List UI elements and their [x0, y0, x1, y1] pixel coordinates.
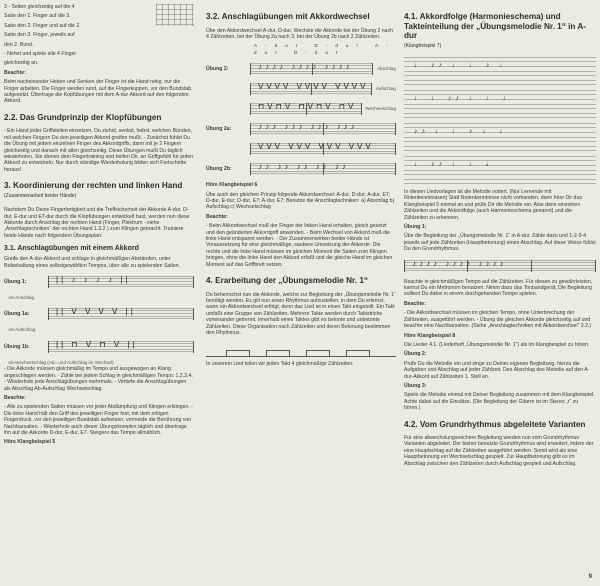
- note-title: Beachte:: [4, 69, 26, 76]
- section-text: Prüfe Du die Melodie ein und singe zu Deiner eigenen Begleitung, hierzu die Aufgaben und Abschlag auf jeder Zählzeit. Den Abschlag des Melodie auf den A-dur-Akkord auf Zählzeiten 1. Stell an.: [404, 360, 590, 380]
- exercise-title: Übung 2:: [404, 351, 427, 358]
- melody-staff: ♩ ♪♪ ♩ ♩ ♪ ♩: [404, 57, 596, 85]
- section-text: - Ein Hand jeder Griffstellen einsetzen. Du ziehst, senkst, hebst, welchen Bünden, mit welchen Fingern Du den jeweiligen Akkord greifen mußt. - Zunächst fühlst Du die Übung mit jedem einzelnen Finger des Akkordgriffs, dann mit je 2 Fingern gleichzeitig und danach mit allen gleichzeitig. Diese Übungen mußt Du täglich wiederholen. Sie dienen dem Fingertraining und helfen Dir, an Griffgefühl für jeden Akkord zu entwickeln. Nur durch ständige Wiederholung bilden sich Fortschritte heraus!: [4, 128, 194, 173]
- section-text: Spiele die Melodie einmal mit Deiner Begleitung zusammen mit dem Klangbeispiel. Achte dabei auf die Einsätze. (Die Begleitung der Gitarre ist im Stereo „r“ zu hören.): [404, 392, 595, 412]
- section-heading: [4, 181, 194, 201]
- section-text: Beachte in gleichmäßigen Tempo auf die Zählzeiten. Für diesen zu gewährleisten, kannst Du ein Metronom benutzen. Nimm dazu das Tonbandgerät; Die Begleitung solltest Du dabei in einem durchgehenden Tempo spielen.: [404, 278, 593, 298]
- section-subtitle: (Zusammenarbeit beider Hände): [4, 192, 77, 199]
- technique-label: Wechselschlag: [365, 105, 396, 111]
- section-text: - Die Akkorde müssen gleichmäßig im Tempo und ausgewogen an Klang angeschlagen werden. - Zähle bei jedem Schlag in gleichmäßigen Tempo: 1,2,3,4. - Wiederhole jede Anschlagübungen mehrmals. - Vertiefe die Anschlagübungen als Abschlag Ab-Aufschlag Wechselschlag.: [4, 366, 193, 392]
- exercise-title: Übung 3:: [404, 382, 427, 389]
- section-heading: [404, 12, 596, 51]
- music-staff: ♪♪♪♪ ♪♪♪♪ ♪♪♪♪: [250, 63, 373, 75]
- exercise-3-1: [404, 259, 596, 273]
- technique-label: Aufschlag: [375, 85, 396, 91]
- music-staff: VVVV VVVV VVVV: [250, 83, 372, 95]
- chord-diagram: [156, 4, 194, 26]
- exercise-2b: [206, 162, 396, 176]
- rhythm-diagram: [206, 342, 396, 357]
- exercise-label: Übung 2a:: [206, 125, 232, 132]
- exercise-label: Übung 2b:: [206, 165, 232, 172]
- melody-staff: ♪♪ ♩ ♩ ♪ ♩ ♩: [404, 123, 596, 151]
- intro-line: gleichzeitig an.: [4, 60, 39, 67]
- section-title: 3. Koordinierung der rechten und linken Hand: [4, 181, 183, 191]
- section-title: 4.1. Akkordfolge (Harmonieschema) und Takteinteilung der „Übungsmelodie Nr. 1“ in A-dur: [404, 12, 586, 40]
- melody-staff: ♩ ♩ ♪♪ ♩ ♩ ♩: [404, 90, 596, 118]
- melody-staff: ♩ ♪♪ ♩ ♩ 𝅗𝅥: [404, 156, 596, 184]
- section-heading: 3.2. Anschlagübungen mit Akkordwechsel: [206, 12, 370, 21]
- section-subtitle: (Klangbeispiel 7): [404, 42, 442, 49]
- section-text: Nachdem Du Deine Fingerfertigkeit und die Treffsicherheit der Akkorde A-dur, D-dur, E-dur und E7-dur durch die Klopfübungen entwickelt hast, werden nun diese Akkorde durch Anschlag der rechten Hand (Finger, Plektrum - siehe „Anschlagtechniken“ der rechten Hand 1.3.2.) zum Klingen gebracht. Trainiere beide Hände nach folgendem Übungsplan:: [4, 207, 190, 239]
- page-number: 9: [588, 574, 592, 580]
- note-title: Beachte:: [4, 394, 26, 401]
- exercise-label: Übung 1b:: [4, 343, 30, 350]
- exercise-note: Ab-Anschlag: [8, 295, 35, 301]
- note-text: Beim nacheinander Heben und Senken der Finger ist die Hand ruhig, nur die Finger arbeiten. Die Finger werden rund, auf die Fingerkuppen, vor den Bundstab aufgesetzt. Übertrage die Kopfübungen mit dem A-dur Akkord auf den folgenden Akkord.: [4, 79, 192, 105]
- section-text: Für eine abwechslungsreichere Begleitung werden nun vom Grundrhythmus Varianten abgeleitet. Der bisher benutzte Grundrhythmus wird erweitert, indem der eine Hauptschlag auf die Zählzeiten ausgeführt werden. Somit wird als eine Hauptbetonung ein Wechselschlag gespielt. Zur Hauptbetonung gibt es im Abschlag zwischen den Zählzeiten durch Aufschlag gespielt und Aufschlag.: [404, 435, 594, 467]
- section-heading: 4.2. Vom Grundrhythmus abgeleitete Varianten: [404, 419, 586, 429]
- section-text: Du beherrschst nun die Akkorde, welche zur Begleitung der „Übungsmelodie Nr. 1“ benötigt werden. Es gilt nun einen Rhythmus aufzustellen, in dem Du erlernst, wann ein Akkordwechsel erfolgt, denn das Lied ist in einen Takt eingeteilt. Ein Takt umfaßt eine Gruppe von Zählzeiten. Mehrere Takte werden durch Taktstriche voneinander getrennt. Innerhalb eines Taktes gibt es betonte und unbetonte Zählzeiten. Diese Organisation nach Zählzeiten und deren Betonung bestimmen den Rhythmus.: [206, 291, 396, 336]
- column-left: [4, 4, 194, 449]
- audio-reference: Hörs Klangbeispiel 5: [4, 439, 56, 446]
- intro-line: Saite den 3. Finger, jeweils auf: [4, 32, 75, 39]
- note-title: Beachte:: [206, 213, 228, 220]
- section-text: Greife den A-dur-Akkord und schlage in gleichmäßigen Abständen, unter Beibehaltung eines selbstgewählten Tempos, über alle zu spielenden Saiten.: [4, 256, 181, 269]
- music-staff: ♪♪♪ ♪♪♪ ♪♪♪ ♪♪♪: [250, 123, 396, 135]
- exercise-2: [206, 62, 396, 76]
- exercise-1a: [4, 307, 194, 321]
- section-text: In diesen Liedvorlagen ist die Melodie notiert. (Nur Lernende mit Notenkenntnissen) Statt Notenkenntnisse nicht vorhanden, dann höre Dir das Klangbeispiel 5 einmal an und prüfe Dir die Melodie ein. Also dann einzelnen Zählzeiten und die Akkordfolge (auch Harmonieschema genannt) und die Zählzeiten zu erkennen.: [404, 189, 582, 221]
- exercise-label: Übung 2:: [206, 65, 229, 72]
- music-staff: || ⊓ V ⊓ V ||: [48, 341, 194, 353]
- music-staff: VVV VVV VVV VVV: [250, 143, 396, 155]
- exercise-1b: [4, 340, 194, 354]
- intro-line: Saite den 2. Finger und auf die 2.: [4, 22, 81, 29]
- audio-reference: Höre Klangbeispiel 6: [206, 182, 258, 189]
- technique-label: Abschlag: [377, 65, 396, 71]
- exercise-label: Übung 1:: [4, 278, 27, 285]
- music-staff: || ♪ ♪ ♪ ♪ ||: [48, 276, 194, 288]
- note-title: Beachte:: [404, 300, 426, 307]
- chord-row: A-dur D-dur A-dur D-dur: [254, 43, 396, 55]
- audio-reference: Höre Klangbeispiel 8: [404, 332, 456, 339]
- exercise-label: Übung 1a:: [4, 311, 30, 318]
- music-staff: ♪♪♪♪ ♪♪♪♪ ♪♪♪♪: [404, 260, 596, 272]
- exercise-note: Ab-Aufschlag: [8, 327, 36, 333]
- exercise-2a-up: [206, 142, 396, 156]
- music-staff: ⊓V⊓V ⊓V⊓V ⊓V: [250, 103, 361, 115]
- section-text: Die Lieder 4.1. (Liederheft „Übungsmelodie Nr. 1“) als im Klangbeispiel zu hören.: [404, 341, 590, 348]
- section-heading: 4. Erarbeitung der „Übungsmelodie Nr. 1“: [206, 276, 368, 285]
- exercise-2-alt: [206, 102, 396, 116]
- section-text: Übe den Akkordwechsel A-dur, D-dur. Wechsle die Akkorde bei der Übung 2 nach 4 Zählzeiten, bei der Übung 2a nach 3, bei der Übung 2b nach 2 Zählzeiten.: [206, 27, 394, 40]
- note-text: - Beim Akkordwechsel muß der Finger der linken Hand erhalten, gleich gesetzt und den geänderten Akkordgriff anwenden. - Beim Wechsel von Akkord muß die linke Hand entspannt werden. - Der Zusammenwirken beider Hände ist Voraussetzung für eine gleichmäßige, saubere Umsetzung der Akkorde. Die rechte und die linke Hand müssen im gleichen Moment die Saiten zum Klingen bringen, ohne die linke Hand den Akkord erfaßt und die gleiche Hand im gleichen Moment auf das Griffbrett setzen.: [206, 223, 393, 268]
- exercise-2-up: [206, 82, 396, 96]
- music-staff: ♪♪ ♪♪ ♪♪ ♪♪ ♪♪: [250, 163, 396, 175]
- note-text: - Alle zu spielenden Saiten müssen vor jeder Abdämpfung und Klingen erklingen. - Die linke Hand hält den Griff des jeweiligen Finger fest, mit dem nötigen Fingerdruck, vor den jeweiligen Bundstab aufsetzen, vermeide die Berührung von Nachbarsaiten. - Wiederhole auch dieser Übungskomplex täglich und übertrage ihn auf die Akkorde D-dur, E-dur, E7. Steigere das Tempo allmählich.: [4, 404, 193, 436]
- column-right: [404, 4, 596, 470]
- exercise-title: Übung 1:: [404, 224, 427, 231]
- exercise-note: Ab-Wechselschlag (Ab= und Aufschlag im Wechsel): [8, 359, 114, 365]
- intro-line: - Nehet und spiele alle 4 Finger: [4, 51, 77, 58]
- section-text: Übe auch den gleichen Prinzip folgende Akkordwechsel: A-dur, D-dur; A-dur, E7; D-dur, E-dur; D-dur, E7; A-dur, E7; Benutze die Anschlagtechniken: a) Abschlag b) Aufschlag c) Wechselschlag: [206, 191, 395, 211]
- exercise-2a: [206, 122, 396, 136]
- intro-line: den 2. Bund.: [4, 41, 34, 48]
- column-middle: [206, 4, 396, 371]
- intro-line: 3 - Seiten gleichzeitig auf die 4: [4, 4, 75, 10]
- caption: In unserem Lied teilen wir jeden Takt 4 gleichmäßige Zählzeiten:: [206, 361, 354, 368]
- music-staff: || V V V V ||: [48, 308, 194, 320]
- exercise-1: [4, 275, 194, 289]
- intro-line: Saite den 1. Finger auf die 3.: [4, 13, 71, 20]
- subsection-heading: 3.1. Anschlagübungen mit einem Akkord: [4, 245, 139, 253]
- section-text: Übe die Begleitung der „Übungsmelodie Nr. 1“ in A-dur. Zähle dazu und 1-2-3-4 jeweils auf jede Zählzeiten (Hauptbetonung) einen Abschlag. Auf diese Weise fühlst Du den Grundrhythmus.: [404, 233, 596, 253]
- note-text: - Die Akkordwechsel müssen im gleichen Tempo, ohne Unterbrechung der Zählzeiten, ausgeführt werden. - Übung die gleichen Akkorde gleichzeitig auf und beachte eine Nachbarsaiten. (Siehe „Anschlagtechniken mit Akkordwechsel“ 3.2.): [404, 310, 592, 330]
- section-heading: 2.2. Das Grundprinzip der Klopfübungen: [4, 112, 162, 122]
